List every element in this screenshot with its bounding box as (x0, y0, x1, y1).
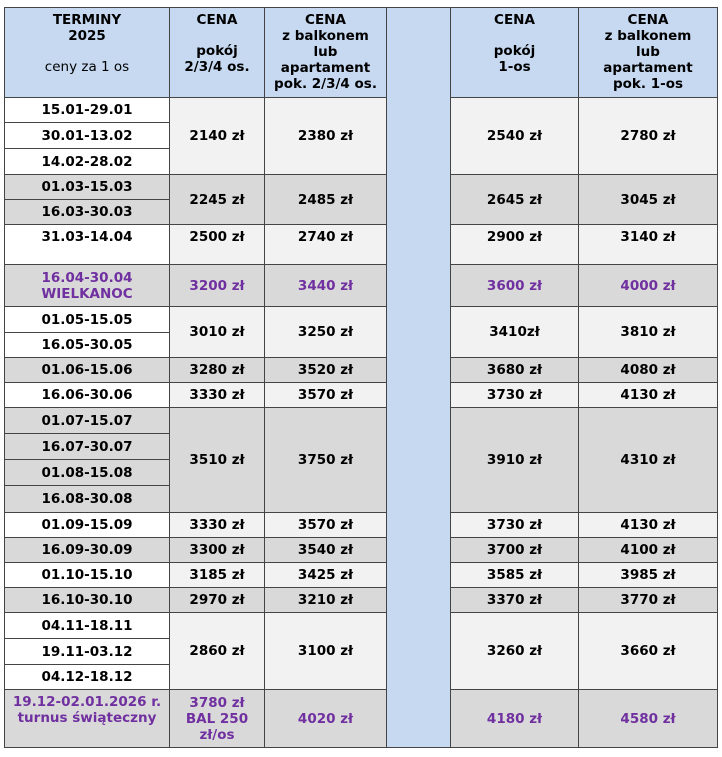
header-price-single (451, 8, 579, 98)
term-date: 04.12-18.12 (5, 665, 170, 690)
term-date: 01.07-15.07 (5, 408, 170, 434)
term-date: 16.10-30.10 (5, 588, 170, 613)
term-date: 30.01-13.02 (5, 123, 170, 149)
header-terms-line: TERMINY (52, 12, 122, 28)
term-date: 14.02-28.02 (5, 149, 170, 175)
price-cell: 2900 zł (451, 225, 579, 265)
header-row (5, 8, 718, 98)
table-row (5, 538, 718, 563)
term-date: 04.11-18.11 (5, 613, 170, 639)
term-date: 16.06-30.06 (5, 383, 170, 408)
header-price-balcony (265, 8, 387, 98)
header-line: z balkonem (604, 28, 692, 44)
price-cell: 4310 zł (579, 408, 718, 513)
header-line: CENA (196, 12, 238, 28)
price-cell: 3770 zł (579, 588, 718, 613)
term-date-label: WIELKANOC (41, 285, 133, 302)
price-cell: 3570 zł (265, 513, 387, 538)
term-date: 31.03-14.04 (5, 225, 170, 265)
header-line: apartament (280, 60, 371, 76)
price-cell: 3730 zł (451, 513, 579, 538)
term-date: 16.09-30.09 (5, 538, 170, 563)
table-row (5, 383, 718, 408)
header-terms (5, 8, 170, 98)
price-cell: 2860 zł (170, 613, 265, 690)
price-cell: 3750 zł (265, 408, 387, 513)
term-date-christmas (5, 690, 170, 748)
price-cell: 3700 zł (451, 538, 579, 563)
header-terms-note: ceny za 1 os (44, 59, 130, 75)
price-cell: 4080 zł (579, 358, 718, 383)
price-cell: 4020 zł (265, 690, 387, 748)
price-cell: 3810 zł (579, 307, 718, 358)
header-line: pok. 2/3/4 os. (274, 76, 377, 92)
price-cell: 3185 zł (170, 563, 265, 588)
price-cell: 3330 zł (170, 513, 265, 538)
price-cell: 2645 zł (451, 175, 579, 225)
term-date: 15.01-29.01 (5, 98, 170, 123)
price-cell: 2970 zł (170, 588, 265, 613)
header-price-single-balcony (579, 8, 718, 98)
price-cell: 3585 zł (451, 563, 579, 588)
header-price-room (170, 8, 265, 98)
term-date: 16.03-30.03 (5, 200, 170, 225)
price-cell: 2245 zł (170, 175, 265, 225)
price-cell: 3985 zł (579, 563, 718, 588)
term-date: 19.11-03.12 (5, 639, 170, 665)
price-cell: 2500 zł (170, 225, 265, 265)
price-cell: 2140 zł (170, 98, 265, 175)
price-table (4, 7, 718, 748)
price-cell: 3280 zł (170, 358, 265, 383)
price-cell: 3520 zł (265, 358, 387, 383)
price-cell: 3260 zł (451, 613, 579, 690)
price-cell: 2485 zł (265, 175, 387, 225)
price-cell: 3250 zł (265, 307, 387, 358)
table-row (5, 307, 718, 333)
price-cell: 3660 zł (579, 613, 718, 690)
price-cell: 4000 zł (579, 265, 718, 307)
header-line: lub (636, 44, 660, 60)
term-date: 01.06-15.06 (5, 358, 170, 383)
price-cell (170, 690, 265, 748)
term-date-line: 16.04-30.04 (41, 269, 133, 286)
term-date-line: 19.12-02.01.2026 r. (12, 694, 162, 710)
header-line: z balkonem (282, 28, 369, 44)
price-cell: 3730 zł (451, 383, 579, 408)
term-date: 01.08-15.08 (5, 460, 170, 486)
price-cell: 3600 zł (451, 265, 579, 307)
price-cell: 2380 zł (265, 98, 387, 175)
term-date-label: turnus świąteczny (17, 710, 157, 726)
price-cell: 3425 zł (265, 563, 387, 588)
price-cell: 3510 zł (170, 408, 265, 513)
term-date: 01.05-15.05 (5, 307, 170, 333)
price-cell: 3010 zł (170, 307, 265, 358)
term-date: 16.07-30.07 (5, 434, 170, 460)
table-row (5, 175, 718, 200)
header-line: CENA (305, 12, 346, 28)
term-date: 01.10-15.10 (5, 563, 170, 588)
header-line: CENA (494, 12, 535, 28)
price-cell: 4180 zł (451, 690, 579, 748)
table-row-christmas (5, 690, 718, 748)
term-date: 01.09-15.09 (5, 513, 170, 538)
price-cell: 3910 zł (451, 408, 579, 513)
price-value: 3780 zł (189, 694, 245, 711)
price-cell: 3210 zł (265, 588, 387, 613)
price-cell: 2780 zł (579, 98, 718, 175)
term-date-easter (5, 265, 170, 307)
table-row-easter (5, 265, 718, 307)
price-cell: 3140 zł (579, 225, 718, 265)
price-cell: 3100 zł (265, 613, 387, 690)
price-cell: 3540 zł (265, 538, 387, 563)
table-row (5, 408, 718, 434)
header-line: 1-os (498, 59, 531, 75)
price-cell: 3300 zł (170, 538, 265, 563)
price-cell: 4580 zł (579, 690, 718, 748)
price-cell: 4100 zł (579, 538, 718, 563)
price-cell: 3410zł (451, 307, 579, 358)
header-terms-year: 2025 (68, 28, 106, 44)
header-line: pok. 1-os (612, 76, 684, 92)
ball-note-unit: zł/os (199, 726, 235, 743)
table-row (5, 98, 718, 123)
table-row (5, 613, 718, 639)
header-line: 2/3/4 os. (184, 59, 250, 75)
price-cell: 3440 zł (265, 265, 387, 307)
header-line: CENA (627, 12, 669, 28)
price-cell: 3045 zł (579, 175, 718, 225)
price-cell: 4130 zł (579, 513, 718, 538)
price-cell: 3200 zł (170, 265, 265, 307)
term-date: 16.08-30.08 (5, 486, 170, 513)
price-cell: 3370 zł (451, 588, 579, 613)
table-row (5, 513, 718, 538)
table-row (5, 588, 718, 613)
price-cell: 2740 zł (265, 225, 387, 265)
table-row (5, 563, 718, 588)
price-cell: 3680 zł (451, 358, 579, 383)
price-cell: 3570 zł (265, 383, 387, 408)
header-line: apartament (603, 60, 693, 76)
separator-column (387, 8, 451, 748)
term-date: 01.03-15.03 (5, 175, 170, 200)
price-cell: 3330 zł (170, 383, 265, 408)
table-row (5, 225, 718, 265)
price-cell: 4130 zł (579, 383, 718, 408)
header-line: lub (313, 44, 338, 60)
ball-note: BAL 250 (185, 710, 249, 727)
term-date: 16.05-30.05 (5, 333, 170, 358)
header-line: pokój (493, 43, 536, 59)
table-row (5, 358, 718, 383)
price-cell: 2540 zł (451, 98, 579, 175)
header-line: pokój (196, 43, 238, 59)
